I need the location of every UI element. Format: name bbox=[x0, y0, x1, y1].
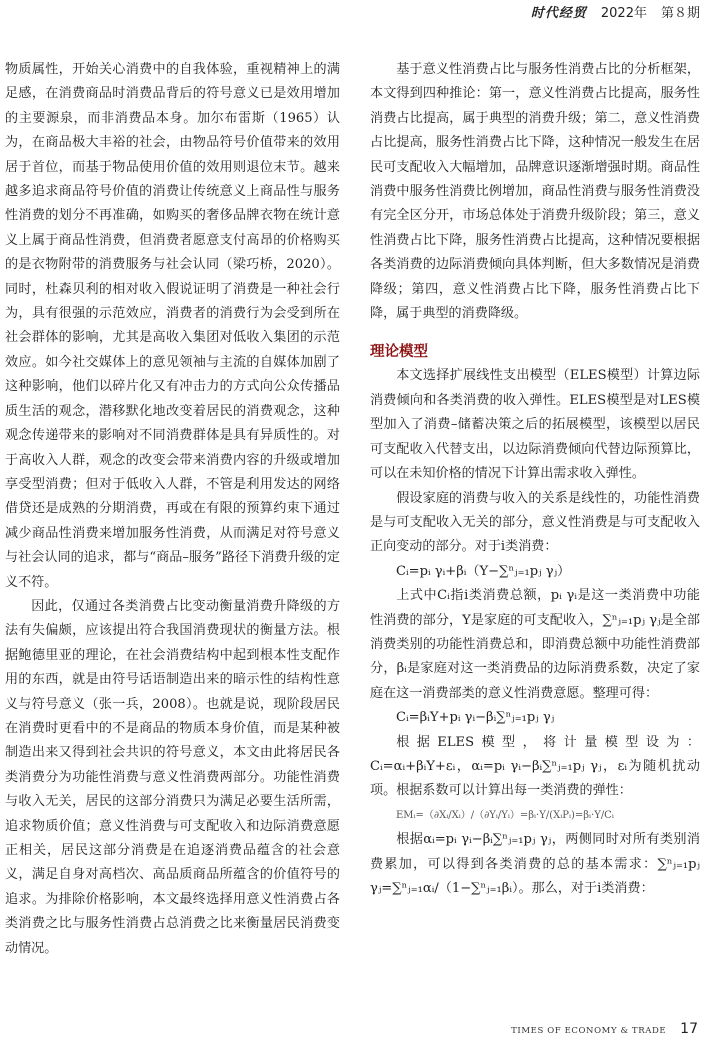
footer-journal-name: TIMES OF ECONOMY & TRADE bbox=[511, 1026, 667, 1036]
elasticity-formula: EMᵢ=（∂Xᵢ/Xᵢ）/（∂Yᵢ/Yᵢ）=βᵢ·Y/(XᵢPᵢ)=βᵢ·Y/Cᵢ bbox=[396, 809, 614, 821]
section-title: 理论模型 bbox=[370, 344, 428, 361]
formula-1: Cᵢ=pᵢ γᵢ+βᵢ（Y−∑ⁿⱼ₌₁pⱼ γⱼ） bbox=[396, 563, 571, 579]
model-paragraph-5: 根据αᵢ=pᵢ γᵢ−βᵢ∑ⁿⱼ₌₁pⱼ γⱼ，两侧同时对所有类别消费累加，可以得到各类消费的总的基本需求：∑ⁿⱼ₌₁pⱼ γⱼ=∑ⁿⱼ₌₁αᵢ/（1−∑ⁿⱼ₌₁βᵢ）。那么，对于i类消费： bbox=[370, 832, 700, 896]
journal-brand: 时代经贸 bbox=[530, 5, 587, 21]
model-paragraph-2: 假设家庭的消费与收入的关系是线性的，功能性消费是与可支配收入无关的部分，意义性消费是与可支配收入正向变动的部分。对于i类消费： bbox=[370, 490, 700, 555]
model-paragraph-4: 根据ELES模型，将计量模型设为：Cᵢ=αᵢ+βᵢY+εᵢ，αᵢ=pᵢ γᵢ−βᵢ∑ⁿⱼ₌₁pⱼ γⱼ，εᵢ为随机扰动项。根据系数可以计算出每一类消费的弹性： bbox=[370, 734, 700, 799]
model-paragraph-1: 本文选择扩展线性支出模型（ELES模型）计算边际消费倾向和各类消费的收入弹性。ELES模型是对LES模型加入了消费–储蓄决策之后的拓展模型，该模型以居民可支配收入代替支出，以边际消费倾向代替边际预算比，可以在未知价格的情况下计算出需求收入弹性。 bbox=[370, 368, 700, 482]
right-intro-paragraph: 基于意义性消费占比与服务性消费占比的分析框架，本文得到四种推论：第一，意义性消费占比提高，服务性消费占比提高，属于典型的消费升级；第二，意义性消费占比提高，服务性消费占比下降，这种情况一般发生在居民可支配收入大幅增加，品牌意识逐渐增强时期。商品性消费中服务性消费比例增加，商品性消费与服务性消费没有完全区分开，市场总体处于消费升级阶段；第三，意义性消费占比下降，服务性消费占比提高，这种情况要根据各类消费的边际消费倾向具体判断，但大多数情况是消费降级；第四，意义性消费占比下降，服务性消费占比下降，属于典型的消费降级。 bbox=[370, 62, 700, 322]
header-year: 2022年 bbox=[600, 5, 647, 21]
page-header bbox=[531, 0, 700, 22]
left-column bbox=[5, 58, 340, 961]
right-column bbox=[370, 58, 700, 901]
formula-2: Cᵢ=βᵢY+pᵢ γᵢ−βᵢ∑ⁿⱼ₌₁pⱼ γⱼ bbox=[396, 710, 555, 726]
left-paragraph-1: 物质属性，开始关心消费中的自我体验，重视精神上的满足感，在消费商品时消费品背后的符号意义已是效用增加的主要源泉，而非消费品本身。加尔布雷斯（1965）认为，在商品极大丰裕的社会，由物品符号价值带来的效用居于首位，而基于物品使用价值的效用则退位末节。越来越多追求商品符号价值的消费让传统意义上商品性与服务性消费的划分不再准确，如购买的奢侈品牌衣物在统计意义上属于商品性消费，但消费者愿意支付高昂的价格购买的是衣物附带的消费服务与社会认同（梁巧桥，2020）。同时，杜森贝利的相对收入假说证明了消费是一种社会行为，具有很强的示范效应，消费者的消费行为会受到所在社会群体的影响，尤其是高收入集团对低收入集团的示范效应。如今社交媒体上的意见领袖与主流的自媒体加剧了这种影响，他们以碎片化又有冲击力的方式向公众传播品质生活的观念，潜移默化地改变着居民的消费观念，这种观念传递带来的影响对不同消费群体是具有异质性的。对于高收入人群，观念的改变会带来消费内容的升级或增加享受型消费；但对于低收入人群，不管是利用发达的网络借贷还是成熟的分期消费，再或在有限的预算约束下通过减少商品性消费来增加服务性消费，从而满足对符号意义与社会认同的追求，都与“商品–服务”路径下消费升级的定义不符。 bbox=[5, 62, 340, 590]
left-paragraph-2: 因此，仅通过各类消费占比变动衡量消费升降级的方法有失偏颇，应该提出符合我国消费现状的衡量方法。根据鲍德里亚的理论，在社会消费结构中起到根本性支配作用的东西，就是由符号话语制造出来的暗示性的结构性意义与符号意义（张一兵，2008）。也就是说，现阶段居民在消费时更看中的不是商品的物质本身价值，而是某种被制造出来又得到社会共识的符号意义，本文由此将居民各类消费分为功能性消费与意义性消费两部分。功能性消费与收入无关，居民的这部分消费只为满足必要生活所需，追求物质价值；意义性消费与可支配收入和边际消费意愿正相关，居民这部分消费是在追逐消费品蕴含的社会意义，满足自身对高档次、高品质商品所蕴含的价值符号的追求。为排除价格影响，本文最终选择用意义性消费占各类消费之比与服务性消费占总消费之比来衡量居民消费变动情况。 bbox=[5, 598, 340, 956]
header-issue: 第８期 bbox=[660, 5, 700, 21]
model-paragraph-3: 上式中Cᵢ指i类消费总额，pᵢ γᵢ是这一类消费中功能性消费的部分，Y是家庭的可支配收入，∑ⁿⱼ₌₁pⱼ γⱼ是全部消费类别的功能性消费总和，即消费总额中功能性消费部分，βᵢ是家庭对这一类消费品的边际消费系数，决定了家庭在这一消费部类的意义性消费意愿。整理可得： bbox=[370, 588, 700, 701]
page-number: 17 bbox=[680, 1021, 698, 1037]
page-footer bbox=[511, 1021, 698, 1037]
